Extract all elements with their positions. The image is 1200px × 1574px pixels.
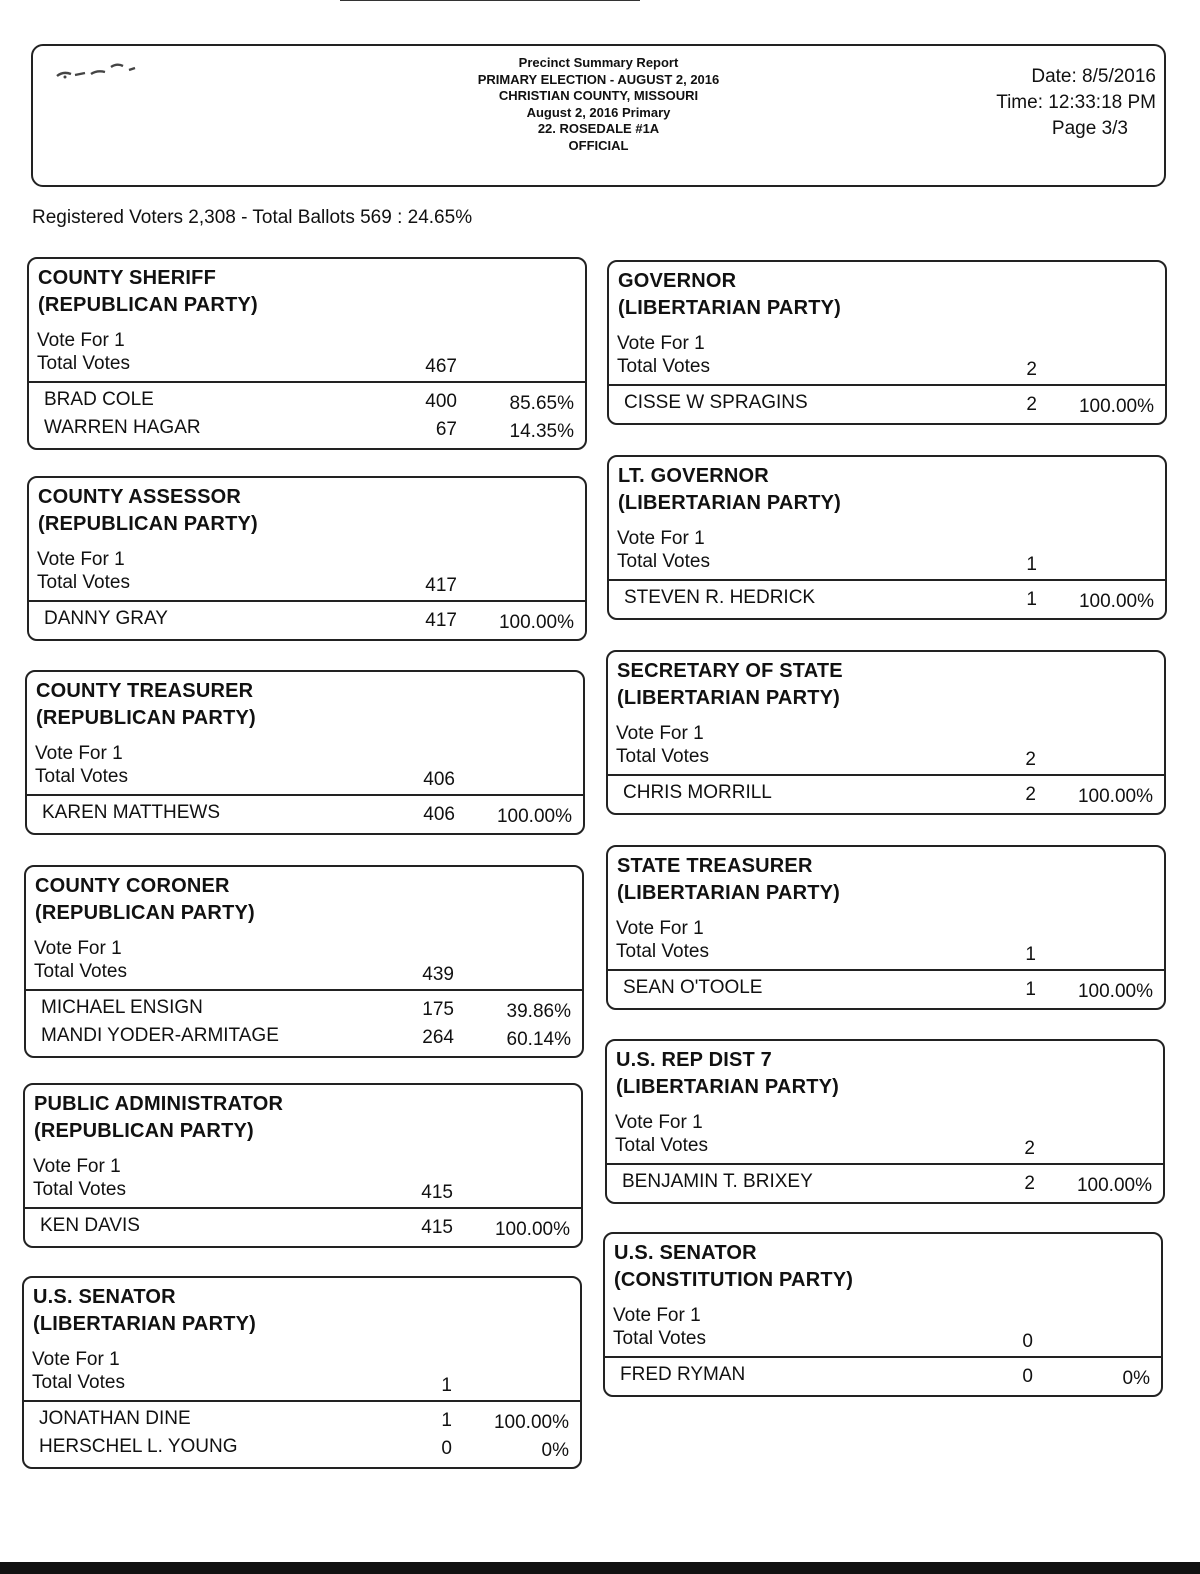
race-office: U.S. SENATOR (33, 1286, 176, 1308)
candidate-list (26, 991, 582, 1056)
candidate-votes: 1 (1025, 979, 1036, 1000)
candidate-name: MICHAEL ENSIGN (41, 997, 203, 1018)
candidate-list (605, 1358, 1161, 1395)
candidate-row (26, 1024, 582, 1052)
candidate-votes: 1 (441, 1410, 452, 1431)
total-votes-label: Total Votes (37, 572, 130, 593)
total-votes-value: 439 (422, 964, 454, 985)
race-box (23, 1083, 583, 1248)
vote-for-label: Vote For 1 (35, 743, 123, 764)
candidate-percent: 100.00% (1078, 591, 1154, 612)
candidate-name: MANDI YODER-ARMITAGE (41, 1025, 279, 1046)
vote-for-label: Vote For 1 (616, 918, 704, 939)
total-votes-label: Total Votes (35, 766, 128, 787)
candidate-votes: 406 (423, 804, 455, 825)
report-time: Time: 12:33:18 PM (996, 92, 1156, 113)
candidate-votes: 67 (435, 419, 457, 440)
candidate-votes: 2 (1025, 784, 1036, 805)
race-party: (LIBERTARIAN PARTY) (33, 1313, 257, 1335)
total-votes-row (609, 356, 1165, 383)
total-votes-row (605, 1328, 1161, 1355)
total-votes-label: Total Votes (33, 1179, 126, 1200)
race-title (608, 847, 1164, 907)
total-votes-label: Total Votes (32, 1372, 125, 1393)
race-party: (CONSTITUTION PARTY) (614, 1269, 854, 1291)
total-votes-value: 0 (1022, 1331, 1033, 1352)
vote-for-label: Vote For 1 (33, 1156, 121, 1177)
total-votes-value: 415 (421, 1182, 453, 1203)
candidate-row (26, 996, 582, 1024)
candidate-list (609, 581, 1165, 618)
race-office: STATE TREASURER (617, 855, 813, 877)
candidate-percent: 39.86% (506, 1001, 571, 1022)
total-votes-value: 2 (1025, 749, 1036, 770)
total-votes-row (25, 1179, 581, 1206)
race-party: (REPUBLICAN PARTY) (35, 902, 255, 924)
total-votes-row (27, 766, 583, 793)
report-header (31, 44, 1166, 187)
race-office: GOVERNOR (618, 270, 737, 292)
candidate-percent: 60.14% (506, 1029, 571, 1050)
report-date: Date: 8/5/2016 (1031, 66, 1156, 87)
candidate-votes: 175 (422, 999, 454, 1020)
race-title (609, 457, 1165, 517)
race-office: SECRETARY OF STATE (617, 660, 843, 682)
precinct-name: 22. ROSEDALE #1A (537, 121, 660, 136)
candidate-name: FRED RYMAN (620, 1364, 746, 1385)
candidate-list (25, 1209, 581, 1246)
candidate-list (29, 602, 585, 639)
candidate-votes: 264 (422, 1027, 454, 1048)
race-title (27, 672, 583, 732)
total-votes-row (29, 572, 585, 599)
candidate-row (29, 388, 585, 416)
race-box (607, 455, 1167, 620)
candidate-percent: 100.00% (496, 806, 572, 827)
candidate-percent: 100.00% (1078, 396, 1154, 417)
candidate-votes: 1 (1026, 589, 1037, 610)
candidate-name: WARREN HAGAR (44, 417, 201, 438)
candidate-row (609, 391, 1165, 419)
candidate-percent: 0% (541, 1440, 569, 1461)
candidate-name: KAREN MATTHEWS (42, 802, 221, 823)
race-box (27, 476, 587, 641)
race-party: (REPUBLICAN PARTY) (34, 1120, 254, 1142)
candidate-row (29, 607, 585, 635)
race-office: COUNTY CORONER (35, 875, 230, 897)
candidate-list (609, 386, 1165, 423)
candidate-votes: 0 (1022, 1366, 1033, 1387)
total-votes-label: Total Votes (37, 353, 130, 374)
race-title (29, 478, 585, 538)
candidate-votes: 400 (425, 391, 457, 412)
total-votes-row (26, 961, 582, 988)
candidate-list (607, 1165, 1163, 1202)
vote-for-label: Vote For 1 (37, 330, 125, 351)
vote-for-label: Vote For 1 (32, 1349, 120, 1370)
candidate-percent: 85.65% (509, 393, 574, 414)
candidate-row (608, 976, 1164, 1004)
candidate-votes: 415 (421, 1217, 453, 1238)
candidate-name: DANNY GRAY (44, 608, 168, 629)
race-box (605, 1039, 1165, 1204)
vote-for-label: Vote For 1 (617, 333, 705, 354)
race-box (607, 260, 1167, 425)
total-votes-value: 1 (1026, 554, 1037, 575)
race-box (22, 1276, 582, 1469)
race-box (606, 845, 1166, 1010)
candidate-list (27, 796, 583, 833)
race-office: COUNTY SHERIFF (38, 267, 216, 289)
total-votes-value: 417 (425, 575, 457, 596)
candidate-row (24, 1407, 580, 1435)
registered-voters-summary: Registered Voters 2,308 - Total Ballots 569 : 24.65% (32, 207, 473, 228)
total-votes-label: Total Votes (615, 1135, 708, 1156)
candidate-votes: 2 (1026, 394, 1037, 415)
candidate-percent: 100.00% (1077, 786, 1153, 807)
official-label: OFFICIAL (568, 137, 629, 153)
race-office: PUBLIC ADMINISTRATOR (34, 1093, 284, 1115)
race-party: (LIBERTARIAN PARTY) (618, 492, 842, 514)
candidate-list (29, 383, 585, 448)
total-votes-value: 1 (1025, 944, 1036, 965)
race-party: (LIBERTARIAN PARTY) (616, 1076, 840, 1098)
candidate-name: KEN DAVIS (40, 1215, 140, 1236)
header-meta (996, 64, 1156, 142)
race-box (606, 650, 1166, 815)
race-title (605, 1234, 1161, 1294)
total-votes-row (24, 1372, 580, 1399)
candidate-row (27, 801, 583, 829)
candidate-percent: 14.35% (509, 421, 574, 442)
race-box (27, 257, 587, 450)
candidate-votes: 2 (1024, 1173, 1035, 1194)
candidate-list (608, 971, 1164, 1008)
total-votes-row (608, 941, 1164, 968)
candidate-votes: 0 (441, 1438, 452, 1459)
total-votes-value: 406 (423, 769, 455, 790)
race-office: LT. GOVERNOR (618, 465, 769, 487)
candidate-percent: 100.00% (494, 1219, 570, 1240)
candidate-name: JONATHAN DINE (39, 1408, 191, 1429)
candidate-name: SEAN O'TOOLE (623, 977, 763, 998)
candidate-list (608, 776, 1164, 813)
candidate-name: BRAD COLE (44, 389, 154, 410)
candidate-row (24, 1435, 580, 1463)
candidate-votes: 417 (425, 610, 457, 631)
candidate-row (25, 1214, 581, 1242)
candidate-name: CHRIS MORRILL (623, 782, 772, 803)
race-title (29, 259, 585, 319)
candidate-percent: 100.00% (1076, 1175, 1152, 1196)
vote-for-label: Vote For 1 (34, 938, 122, 959)
candidate-list (24, 1402, 580, 1467)
race-title (607, 1041, 1163, 1101)
report-title: Precinct Summary Report (518, 55, 679, 70)
page-number: Page 3/3 (1051, 118, 1128, 139)
race-title (25, 1085, 581, 1145)
race-office: COUNTY TREASURER (36, 680, 254, 702)
candidate-name: STEVEN R. HEDRICK (624, 587, 816, 608)
primary-label: August 2, 2016 Primary (526, 104, 671, 120)
page-top-rule (340, 0, 640, 1)
candidate-name: BENJAMIN T. BRIXEY (622, 1171, 813, 1192)
race-office: U.S. SENATOR (614, 1242, 757, 1264)
race-title (26, 867, 582, 927)
vote-for-label: Vote For 1 (37, 549, 125, 570)
race-title (609, 262, 1165, 322)
total-votes-label: Total Votes (617, 356, 710, 377)
total-votes-label: Total Votes (616, 941, 709, 962)
total-votes-label: Total Votes (613, 1328, 706, 1349)
total-votes-label: Total Votes (34, 961, 127, 982)
race-box (24, 865, 584, 1058)
total-votes-row (609, 551, 1165, 578)
race-box (603, 1232, 1163, 1397)
candidate-row (29, 416, 585, 444)
race-party: (REPUBLICAN PARTY) (38, 294, 258, 316)
race-title (24, 1278, 580, 1338)
race-title (608, 652, 1164, 712)
vote-for-label: Vote For 1 (616, 723, 704, 744)
total-votes-value: 2 (1026, 359, 1037, 380)
candidate-name: HERSCHEL L. YOUNG (39, 1436, 238, 1457)
candidate-percent: 100.00% (498, 612, 574, 633)
total-votes-label: Total Votes (617, 551, 710, 572)
vote-for-label: Vote For 1 (613, 1305, 701, 1326)
county-name: CHRISTIAN COUNTY, MISSOURI (498, 88, 699, 103)
race-party: (REPUBLICAN PARTY) (36, 707, 256, 729)
vote-for-label: Vote For 1 (615, 1112, 703, 1133)
race-box (25, 670, 585, 835)
candidate-row (607, 1170, 1163, 1198)
total-votes-value: 1 (441, 1375, 452, 1396)
race-office: COUNTY ASSESSOR (38, 486, 242, 508)
candidate-row (605, 1363, 1161, 1391)
candidate-row (608, 781, 1164, 809)
candidate-name: CISSE W SPRAGINS (624, 392, 808, 413)
total-votes-label: Total Votes (616, 746, 709, 767)
race-party: (REPUBLICAN PARTY) (38, 513, 258, 535)
vote-for-label: Vote For 1 (617, 528, 705, 549)
total-votes-row (29, 353, 585, 380)
total-votes-row (607, 1135, 1163, 1162)
total-votes-value: 467 (425, 356, 457, 377)
election-name: PRIMARY ELECTION - AUGUST 2, 2016 (477, 71, 720, 87)
header-center (33, 55, 1164, 154)
candidate-percent: 0% (1122, 1368, 1150, 1389)
race-party: (LIBERTARIAN PARTY) (617, 882, 841, 904)
total-votes-row (608, 746, 1164, 773)
page-bottom-bar (0, 1562, 1200, 1574)
total-votes-value: 2 (1024, 1138, 1035, 1159)
candidate-row (609, 586, 1165, 614)
candidate-percent: 100.00% (1077, 981, 1153, 1002)
race-party: (LIBERTARIAN PARTY) (617, 687, 841, 709)
candidate-percent: 100.00% (493, 1412, 569, 1433)
race-party: (LIBERTARIAN PARTY) (618, 297, 842, 319)
race-office: U.S. REP DIST 7 (616, 1049, 773, 1071)
